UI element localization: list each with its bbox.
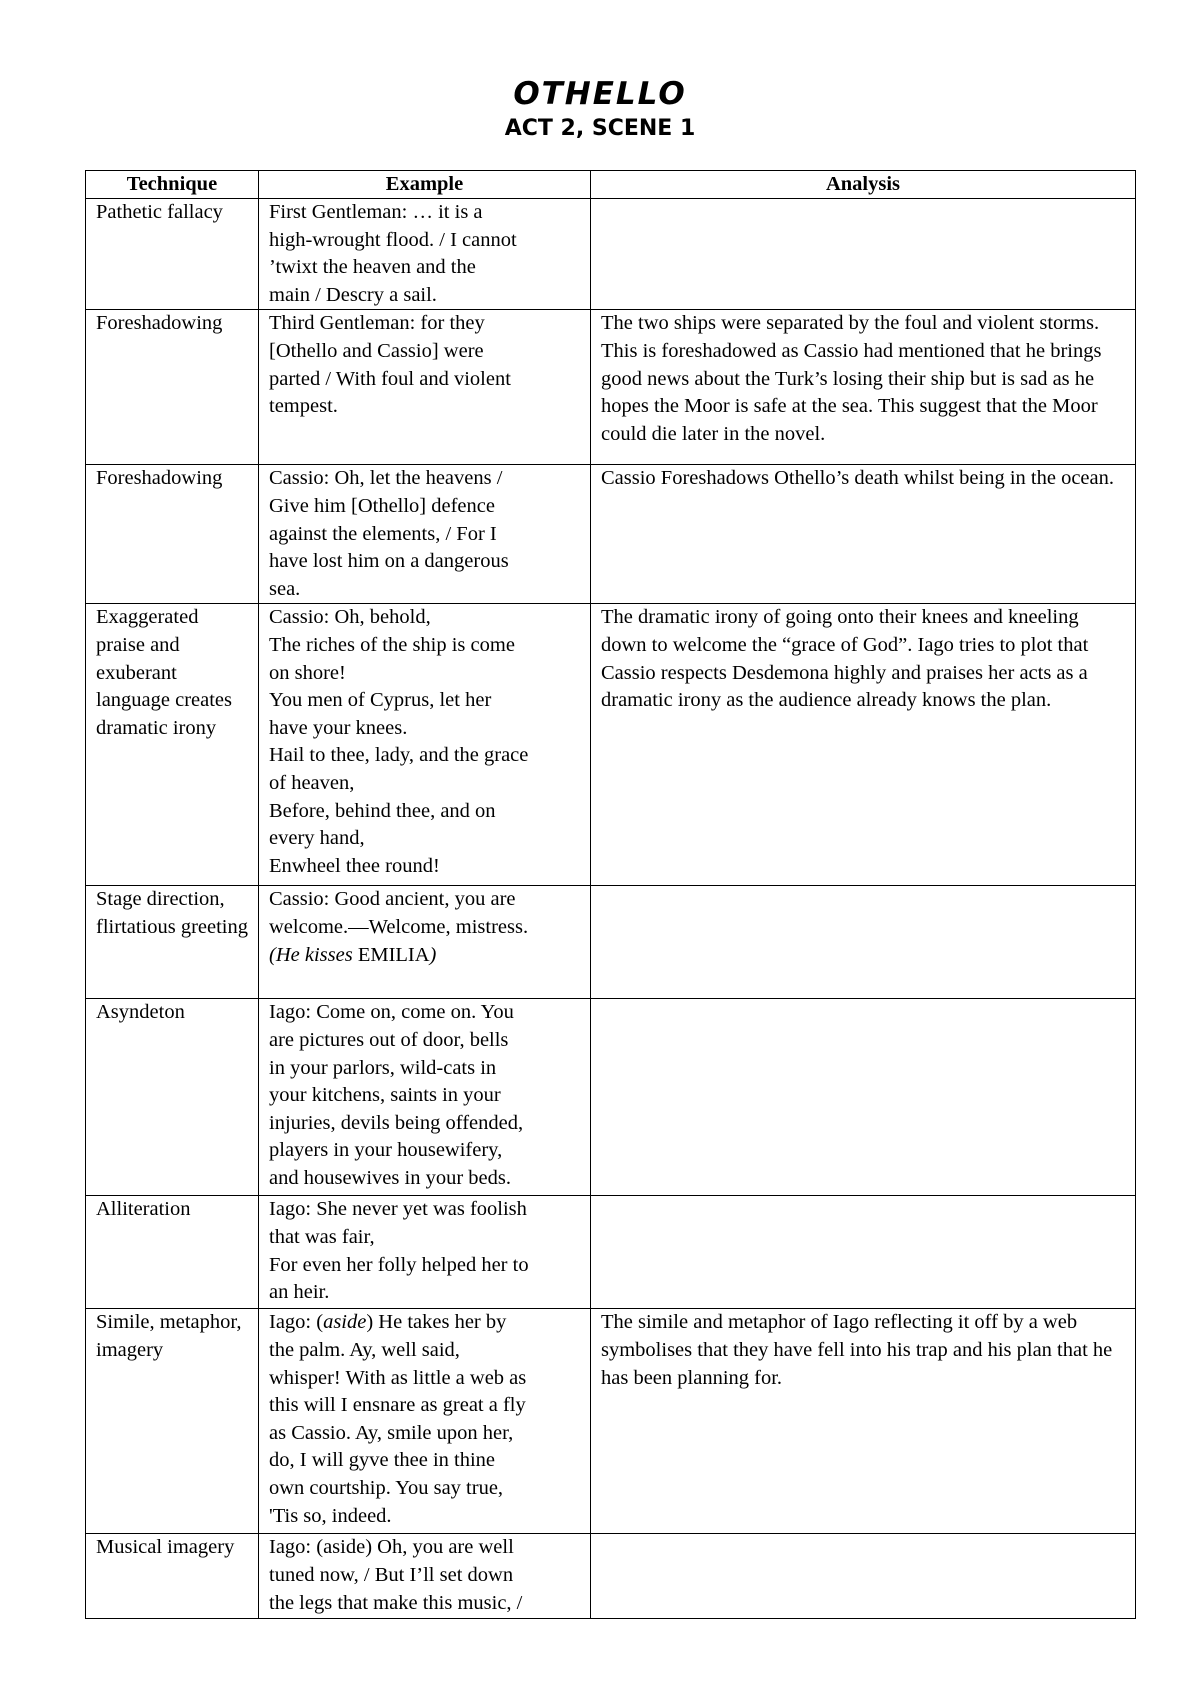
example-cell: Iago: Come on, come on. You are pictures out of door, bells in your parlors, wild-cats in your kitchens, saints in your injuries, devils being offended, players in your housewifery, and housewives in your beds. (259, 999, 591, 1196)
document-subtitle: ACT 2, SCENE 1 (504, 116, 696, 141)
table-header-row (86, 171, 1136, 199)
example-text: Cassio: Good ancient, you are welcome.—Welcome, mistress. (269, 888, 529, 938)
example-cell (259, 886, 591, 999)
table-row (86, 310, 1136, 465)
example-cell (259, 1309, 591, 1534)
table-row (86, 199, 1136, 310)
table-row (86, 604, 1136, 886)
table-row (86, 465, 1136, 604)
technique-cell: Simile, metaphor, imagery (86, 1309, 259, 1534)
analysis-cell (591, 1196, 1136, 1309)
example-cell: Iago: (aside) Oh, you are well tuned now, / But I’ll set down the legs that make this music, / (259, 1534, 591, 1619)
example-cell: Iago: She never yet was foolish that was fair, For even her folly helped her to an heir. (259, 1196, 591, 1309)
example-cell: Cassio: Oh, behold, The riches of the ship is come on shore! You men of Cyprus, let her have your knees. Hail to thee, lady, and the grace of heaven, Before, behind thee, and on every hand, Enwheel thee round! (259, 604, 591, 886)
stage-direction-name: EMILIA (352, 943, 430, 966)
example-cell: Cassio: Oh, let the heavens / Give him [Othello] defence against the elements, / For I have lost him on a dangerous sea. (259, 465, 591, 604)
table-row (86, 1309, 1136, 1534)
analysis-cell: The simile and metaphor of Iago reflecting it off by a web symbolises that they have fell into his trap and his plan that he has been planning for. (591, 1309, 1136, 1534)
header-technique: Technique (86, 171, 259, 199)
stage-direction-text: (He kisses (269, 943, 353, 966)
table-row (86, 886, 1136, 999)
table-row (86, 1534, 1136, 1619)
technique-cell: Pathetic fallacy (86, 199, 259, 310)
analysis-cell: The two ships were separated by the foul and violent storms. This is foreshadowed as Cassio had mentioned that he brings good news about the Turk’s losing their ship but is sad as he hopes the Moor is safe at the sea. This suggest that the Moor could die later in the novel. (591, 310, 1136, 465)
technique-cell: Musical imagery (86, 1534, 259, 1619)
analysis-cell (591, 1534, 1136, 1619)
document-title: OTHELLO (513, 76, 687, 112)
stage-direction-close: ) (429, 943, 437, 966)
technique-cell: Alliteration (86, 1196, 259, 1309)
header-example: Example (259, 171, 591, 199)
analysis-cell (591, 999, 1136, 1196)
aside-text: aside (323, 1311, 367, 1334)
table-row (86, 999, 1136, 1196)
analysis-cell (591, 886, 1136, 999)
technique-cell: Exaggerated praise and exuberant language creates dramatic irony (86, 604, 259, 886)
technique-cell: Stage direction, flirtatious greeting (86, 886, 259, 999)
example-cell: First Gentleman: … it is a high-wrought flood. / I cannot ’twixt the heaven and the main / Descry a sail. (259, 199, 591, 310)
technique-cell: Asyndeton (86, 999, 259, 1196)
example-cell: Third Gentleman: for they [Othello and Cassio] were parted / With foul and violent tempest. (259, 310, 591, 465)
example-text-rest: ) He takes her by the palm. Ay, well said, whisper! With as little a web as this will I ensnare as great a fly as Cassio. Ay, smile upon her, do, I will gyve thee in thine own courtship. You say true, 'Tis so, indeed. (269, 1311, 527, 1527)
techniques-table (85, 170, 1136, 1619)
example-text: Iago: ( (269, 1311, 324, 1334)
analysis-cell (591, 199, 1136, 310)
technique-cell: Foreshadowing (86, 465, 259, 604)
table-row (86, 1196, 1136, 1309)
technique-cell: Foreshadowing (86, 310, 259, 465)
analysis-cell: Cassio Foreshadows Othello’s death whilst being in the ocean. (591, 465, 1136, 604)
analysis-cell: The dramatic irony of going onto their knees and kneeling down to welcome the “grace of God”. Iago tries to plot that Cassio respects Desdemona highly and praises her acts as a dramatic irony as the audience already knows the plan. (591, 604, 1136, 886)
header-analysis: Analysis (591, 171, 1136, 199)
